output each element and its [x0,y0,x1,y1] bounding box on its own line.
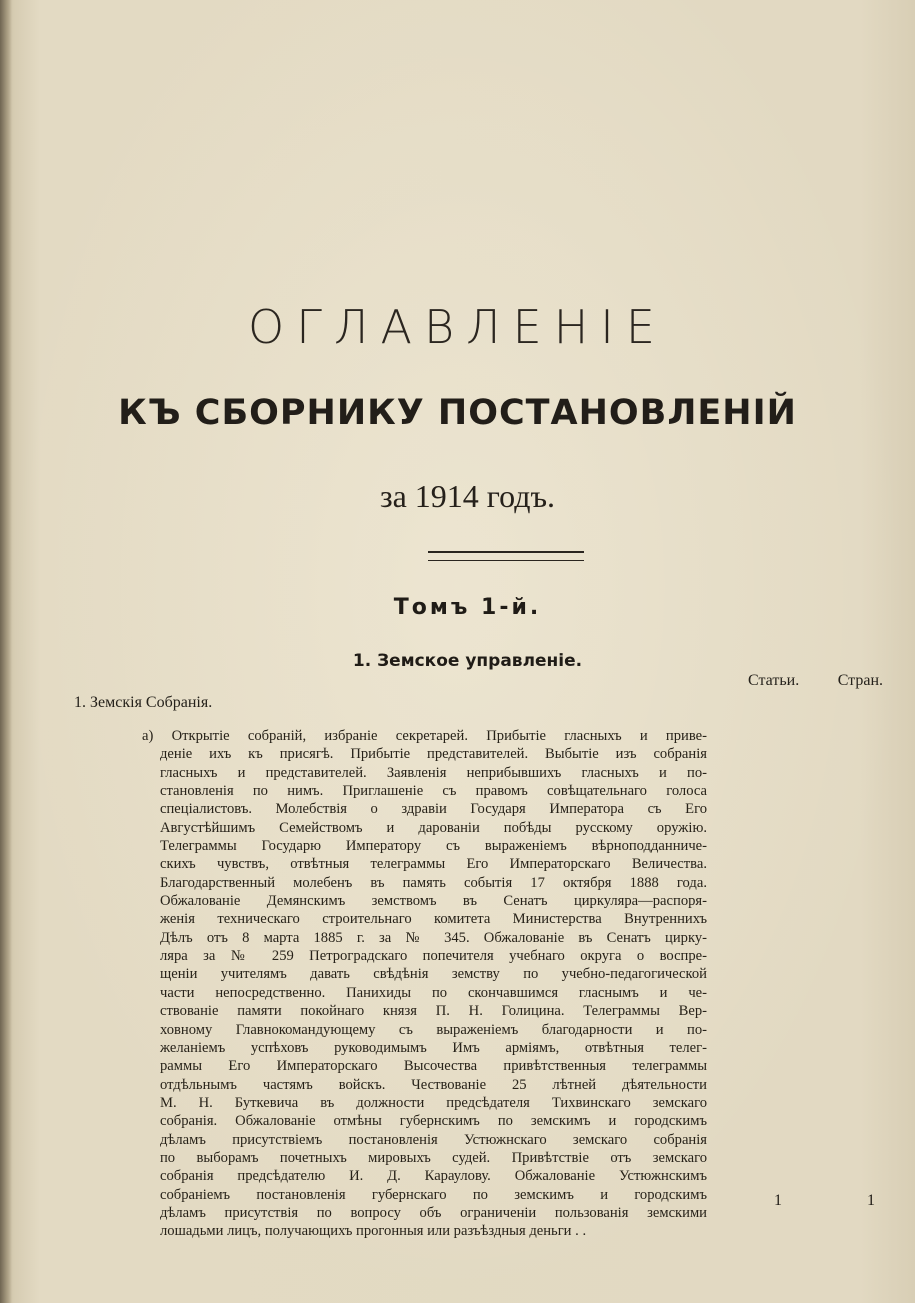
entry-line: а) Открытіе собраній, избраніе секретарей. Прибытіе гласныхъ и приве- [142,728,707,744]
entry-line: Благодарственный молебенъ въ память событія 17 октября 1888 года. [160,874,707,891]
entry-line: собраніемъ постановленія губернскаго по земскимъ и городскимъ [160,1186,707,1203]
entry-line: ляра за № 259 Петроградскаго попечителя учебнаго округа о воспре- [160,948,707,965]
section-heading: 1. Земское управленіе. [352,651,583,671]
entry-line: спеціалистовъ. Молебствія о здравіи Государя Императора съ Его [160,801,707,818]
entry-line: ствованіе памяти покойнаго князя П. Н. Голицина. Телеграммы Вер- [160,1003,707,1020]
column-headers [748,672,883,690]
year-line: за 1914 годъ. [379,478,556,514]
article-number: 1 [774,1192,782,1209]
entry-line: Обжалованіе Демянскимъ земствомъ въ Сенатъ циркуляра—распоря- [160,893,707,910]
entry-line: скихъ чувствъ, отвѣтныя телеграммы Его Императорскаго Величества. [160,856,707,873]
entry-line: по выборамъ почетныхъ мировыхъ судей. Привѣтствіе отъ земскаго [160,1149,707,1166]
entry-line: становленія по нимъ. Приглашеніе съ правомъ совѣщательнаго голоса [160,783,707,800]
entry-line: дѣламъ присутствія по вопросу объ ограниченіи пользованія земскими [160,1204,707,1221]
articles-column-header: Статьи. [748,672,800,689]
page-subtitle: КЪ СБОРНИКУ ПОСТАНОВЛЕНІЙ [118,393,797,433]
volume-heading: Томъ 1-й. [393,595,542,620]
entry-line: раммы Его Императорскаго Высочества привѣтственныя телеграммы [160,1058,707,1075]
entry-line: М. Н. Буткевича въ должности предсѣдателя Тихвинскаго земскаго [160,1094,707,1111]
entry-line: деніе ихъ къ присягѣ. Прибытіе представителей. Выбытіе изъ собранія [160,746,707,763]
page-title: ОГЛАВЛЕНІЕ [248,300,667,354]
entry-line: части непосредственно. Панихиды по скончавшимся гласнымъ и че- [160,984,707,1001]
entry-line: женія техническаго строительнаго комитета Министерства Внутреннихъ [160,911,707,928]
page-number: 1 [867,1192,875,1209]
entry-line: собранія. Обжалованіе отмѣны губернскимъ по земскимъ и городскимъ [160,1113,707,1130]
toc-entry-text [142,727,707,1241]
entry-line: отдѣльнымъ частямъ войскъ. Чествованіе 25 лѣтней дѣятельности [160,1076,707,1093]
pages-column-header: Стран. [837,672,883,689]
entry-line: Дѣлъ отъ 8 марта 1885 г. за № 345. Обжалованіе въ Сенатъ цирку- [160,929,707,946]
entry-line: гласныхъ и представителей. Заявленія неприбывшихъ гласныхъ и по- [160,764,707,781]
entry-line: собранія предсѣдателю И. Д. Караулову. Обжалованіе Устюжнскимъ [160,1168,707,1185]
entry-line: ховному Главнокомандующему съ выраженіемъ благодарности и по- [160,1021,707,1038]
entry-line: дѣламъ присутствіемъ постановленія Устюжнскаго земскаго собранія [160,1131,707,1148]
entry-line: Августѣйшимъ Семействомъ и дарованіи побѣды русскому оружію. [160,819,707,836]
entry-line: Телеграммы Государю Императору съ выраженіемъ вѣрноподданниче- [160,838,707,855]
entry-line: лошадьми лицъ, получающихъ прогонныя или разъѣздныя деньги . . [160,1223,587,1240]
entry-line: желаніемъ успѣховъ руководимымъ Имъ арміямъ, отвѣтныя телег- [160,1039,707,1056]
entry-line: щеніи учителямъ давать свѣдѣнія земству по учебно-педагогической [160,966,707,983]
subsection-heading: 1. Земскія Собранія. [74,694,213,711]
decorative-rule [428,551,584,561]
